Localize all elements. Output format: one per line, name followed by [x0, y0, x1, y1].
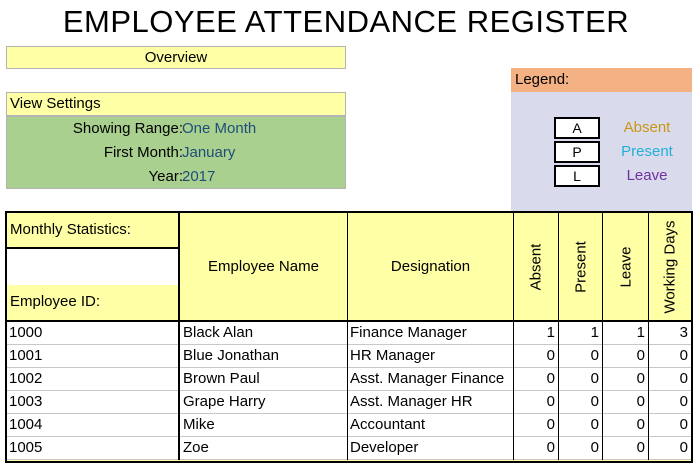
monthly-statistics-label: Monthly Statistics:	[7, 213, 180, 249]
year-row	[7, 165, 347, 189]
leave-cell[interactable]: 1	[603, 322, 649, 345]
showing-range-value[interactable]: One Month	[182, 120, 257, 137]
leave-cell[interactable]: 0	[603, 437, 649, 460]
working-days-header	[649, 213, 691, 321]
present-cell[interactable]: 0	[559, 368, 603, 391]
legend-desc-present: Present	[621, 143, 673, 160]
absent-cell[interactable]: 0	[514, 391, 559, 414]
first-month-label: First Month:	[103, 144, 183, 161]
legend-desc-absent: Absent	[623, 119, 671, 136]
table-row[interactable]	[7, 437, 691, 460]
employee-id-label: Employee ID:	[7, 285, 180, 321]
employee-id-cell[interactable]: 1002	[7, 368, 180, 391]
present-cell[interactable]: 0	[559, 391, 603, 414]
legend-code-absent: A	[554, 117, 600, 139]
legend-panel	[511, 92, 692, 211]
employee-name-cell[interactable]: Zoe	[180, 437, 348, 460]
designation-cell[interactable]: HR Manager	[348, 345, 514, 368]
first-month-value[interactable]: January	[182, 144, 236, 161]
leave-cell[interactable]: 0	[603, 368, 649, 391]
employee-name-header: Employee Name	[180, 213, 348, 321]
employee-id-cell[interactable]: 1000	[7, 322, 180, 345]
employee-name-cell[interactable]: Brown Paul	[180, 368, 348, 391]
legend-header: Legend:	[511, 68, 692, 92]
working-days-cell[interactable]: 0	[679, 370, 688, 387]
year-value[interactable]: 2017	[182, 168, 216, 185]
working-days-cell[interactable]: 0	[679, 439, 688, 456]
employee-id-cell[interactable]: 1005	[7, 437, 180, 460]
table-body	[7, 322, 691, 460]
present-cell[interactable]: 0	[559, 414, 603, 437]
legend-desc-leave: Leave	[626, 167, 668, 184]
absent-header-label: Absent	[527, 243, 545, 291]
employee-id-cell[interactable]: 1004	[7, 414, 180, 437]
employee-id-cell[interactable]: 1001	[7, 345, 180, 368]
present-header-label: Present	[572, 241, 589, 293]
table-row[interactable]	[7, 345, 691, 368]
absent-cell[interactable]: 1	[514, 322, 559, 345]
overview-button[interactable]: Overview	[6, 46, 346, 69]
working-days-cell[interactable]: 0	[679, 347, 688, 364]
legend-code-present: P	[554, 141, 600, 163]
attendance-table	[5, 211, 693, 463]
designation-cell[interactable]: Finance Manager	[348, 322, 514, 345]
showing-range-label: Showing Range:	[72, 120, 183, 137]
table-row[interactable]	[7, 414, 691, 437]
year-label: Year:	[148, 168, 183, 185]
designation-header: Designation	[348, 213, 514, 321]
first-month-row	[7, 141, 347, 165]
designation-cell[interactable]: Accountant	[348, 414, 514, 437]
working-days-cell[interactable]: 0	[679, 416, 688, 433]
leave-header-label: Leave	[617, 246, 634, 288]
legend-code-leave: L	[554, 165, 600, 187]
working-days-header-label: Working Days	[661, 220, 679, 314]
showing-range-row	[7, 117, 347, 141]
absent-cell[interactable]: 0	[514, 345, 559, 368]
designation-cell[interactable]: Asst. Manager Finance	[348, 368, 514, 391]
designation-cell[interactable]: Asst. Manager HR	[348, 391, 514, 414]
absent-cell[interactable]: 0	[514, 368, 559, 391]
present-cell[interactable]: 0	[559, 437, 603, 460]
absent-cell[interactable]: 0	[514, 414, 559, 437]
employee-name-cell[interactable]: Blue Jonathan	[180, 345, 348, 368]
table-row[interactable]	[7, 391, 691, 414]
view-settings-header: View Settings	[6, 92, 346, 116]
absent-cell[interactable]: 0	[514, 437, 559, 460]
leave-header	[603, 213, 649, 321]
page-title: EMPLOYEE ATTENDANCE REGISTER	[62, 4, 630, 39]
employee-name-cell[interactable]: Grape Harry	[180, 391, 348, 414]
header-spacer	[7, 249, 180, 285]
employee-id-cell[interactable]: 1003	[7, 391, 180, 414]
employee-name-cell[interactable]: Black Alan	[180, 322, 348, 345]
view-settings-panel	[6, 116, 346, 189]
absent-header	[514, 213, 559, 321]
employee-name-cell[interactable]: Mike	[180, 414, 348, 437]
present-cell[interactable]: 0	[559, 345, 603, 368]
working-days-cell[interactable]: 0	[679, 393, 688, 410]
present-cell[interactable]: 1	[559, 322, 603, 345]
leave-cell[interactable]: 0	[603, 391, 649, 414]
designation-cell[interactable]: Developer	[348, 437, 514, 460]
present-header	[559, 213, 603, 321]
table-row[interactable]	[7, 368, 691, 391]
table-row[interactable]	[7, 322, 691, 345]
leave-cell[interactable]: 0	[603, 345, 649, 368]
working-days-cell[interactable]: 3	[679, 324, 688, 341]
leave-cell[interactable]: 0	[603, 414, 649, 437]
